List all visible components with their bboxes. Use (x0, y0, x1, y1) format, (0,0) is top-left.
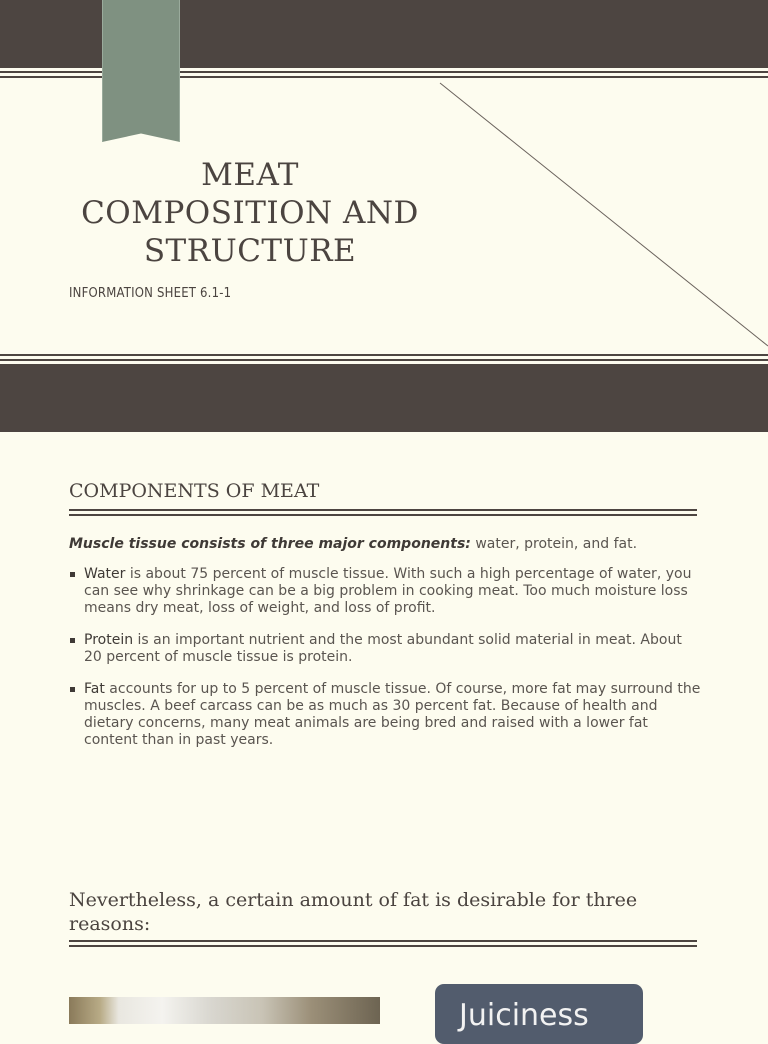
section-heading: COMPONENTS OF MEAT (69, 480, 320, 502)
slide-subtitle: INFORMATION SHEET 6.1-1 (69, 286, 232, 301)
bottom-rule-2 (0, 359, 768, 361)
bullet-text: accounts for up to 5 percent of muscle tissue. Of course, more fat may surround the muscles. A beef carcass can be as much as 30 percent fat. Because of health and dietary concerns, many meat animals are being bred and raised with a lower fat content than in past years. (84, 681, 701, 748)
bullet-term: Protein (84, 632, 134, 648)
slide-separator-band (0, 364, 768, 432)
intro-text: water, protein, and fat. (470, 536, 638, 552)
reasons-heading: Nevertheless, a certain amount of fat is desirable for three reasons: (69, 889, 638, 935)
components-list (69, 566, 703, 764)
food-photo (69, 997, 380, 1024)
bookmark-ribbon (102, 0, 180, 142)
intro-paragraph (69, 536, 699, 552)
bottom-rule (0, 354, 768, 356)
heading-rule-2 (69, 514, 697, 516)
bullet-term: Water (84, 566, 126, 582)
list-item (69, 632, 703, 666)
card-label: Juiciness (459, 998, 589, 1033)
list-item (69, 681, 703, 749)
intro-emphasis: Muscle tissue consists of three major components: (69, 536, 471, 552)
title-line: MEAT (201, 157, 299, 193)
bullet-text: is about 75 percent of muscle tissue. With such a high percentage of water, you can see why shrinkage can be a big problem in cooking meat. Too much moisture loss means dry meat, loss of weight, and loss of profit. (84, 566, 692, 616)
slide-title (70, 156, 430, 270)
title-line: COMPOSITION AND (81, 195, 419, 231)
reasons-rule-2 (69, 945, 697, 947)
bullet-term: Fat (84, 681, 105, 697)
bullet-text: is an important nutrient and the most abundant solid material in meat. About 20 percent of muscle tissue is protein. (84, 632, 682, 665)
list-item (69, 566, 703, 617)
heading-rule (69, 509, 697, 511)
title-line: STRUCTURE (143, 233, 357, 269)
reasons-rule (69, 940, 697, 942)
juiciness-card (435, 984, 643, 1044)
